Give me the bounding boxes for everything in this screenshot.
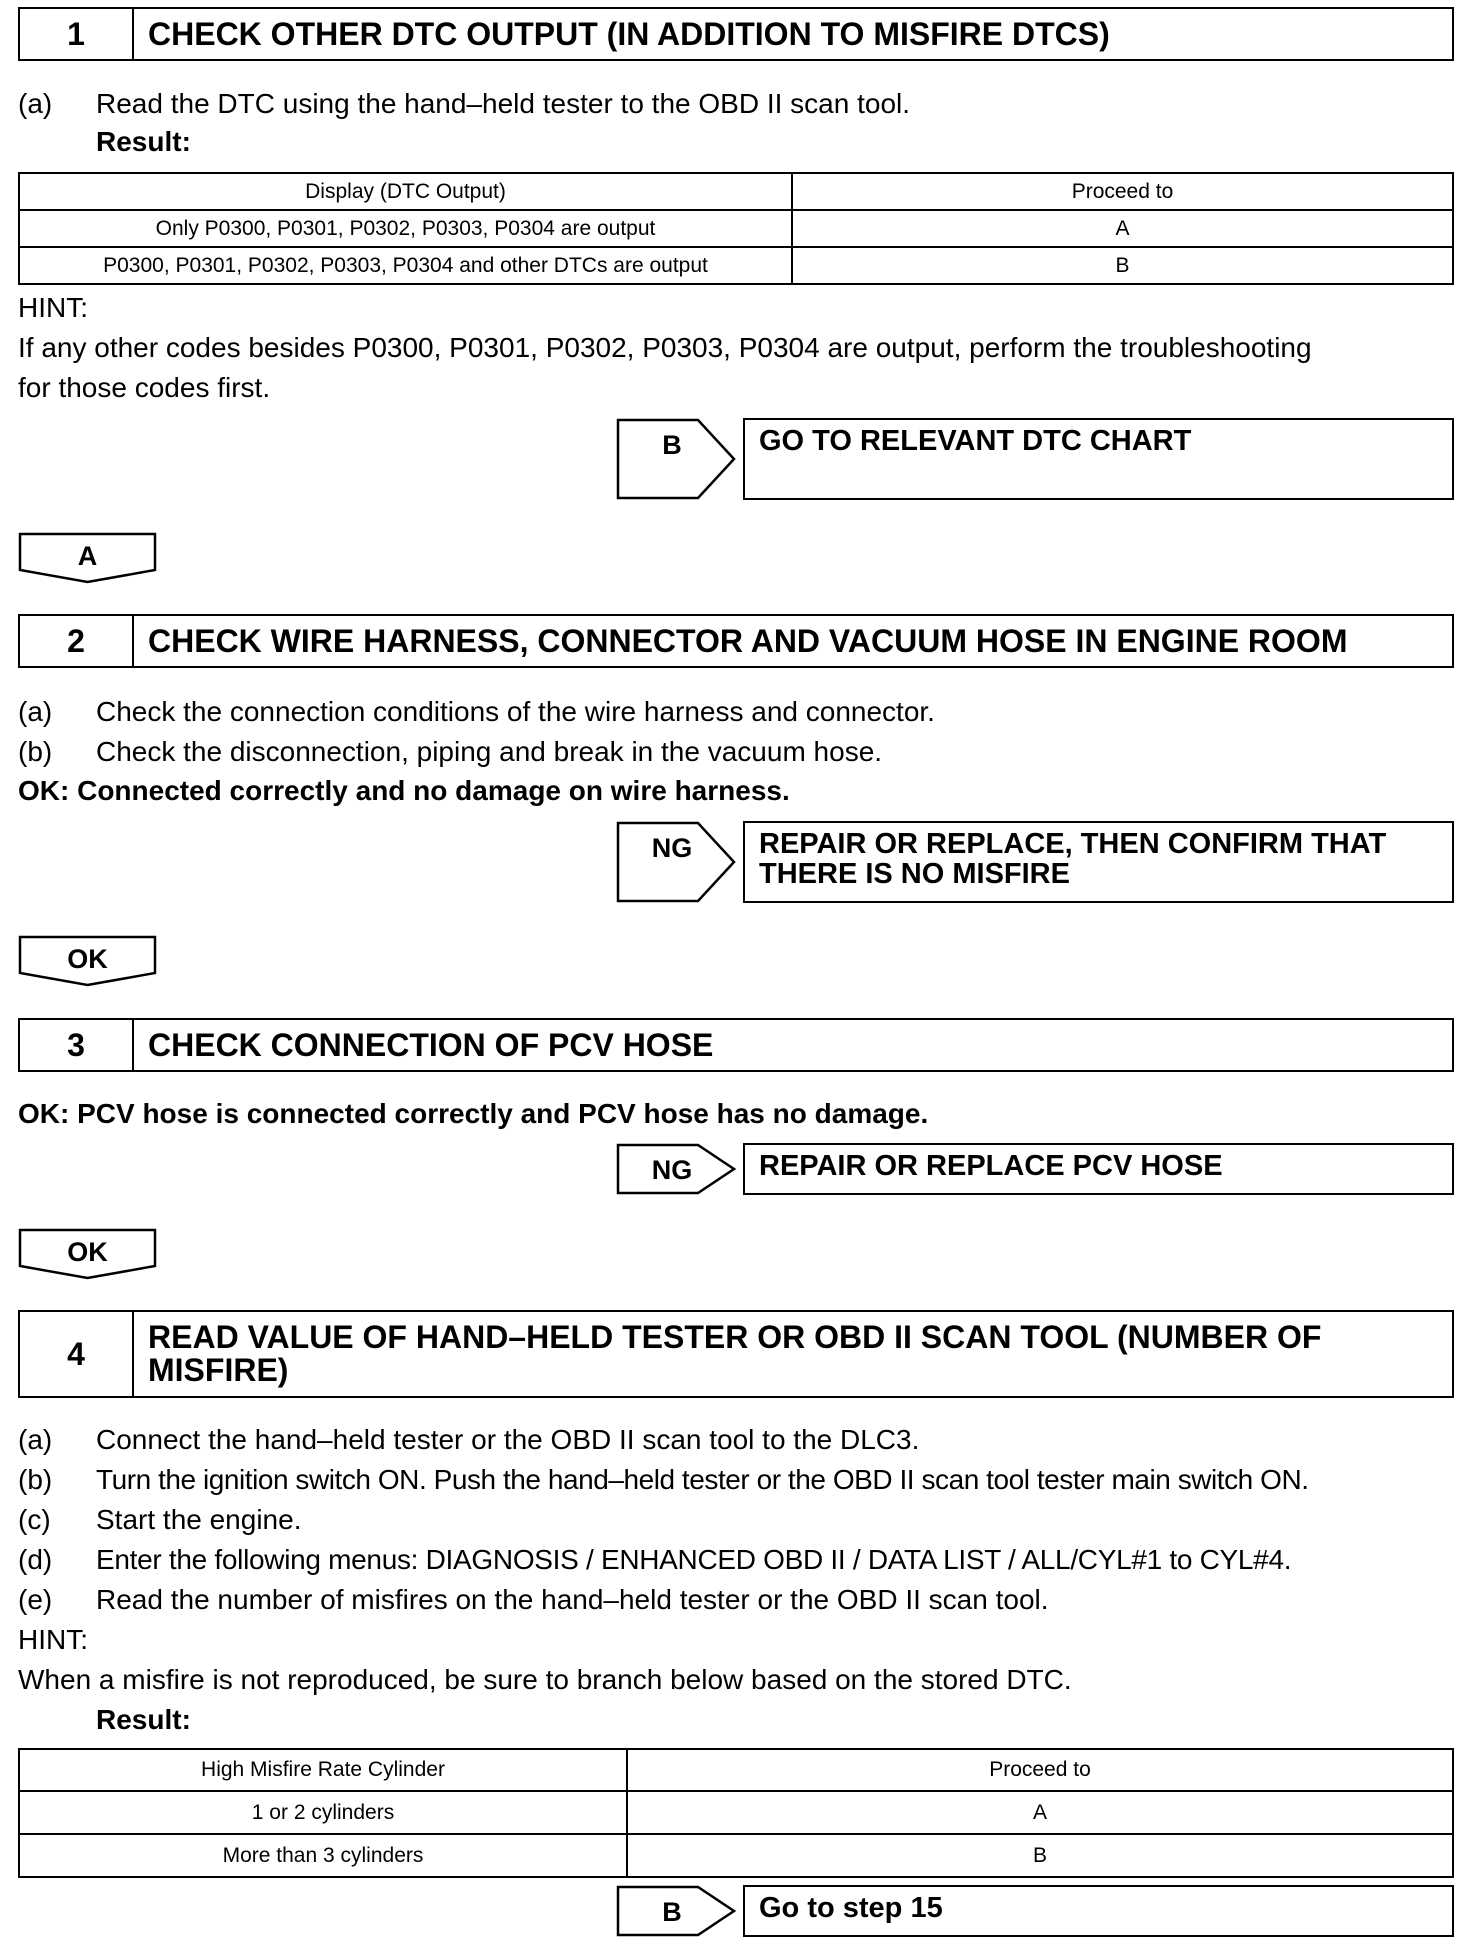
table-header: Proceed to: [792, 173, 1453, 210]
badge-label: NG: [651, 1155, 693, 1185]
table-cell: B: [627, 1834, 1453, 1877]
item-label: (c): [18, 1504, 51, 1535]
table-cell: A: [627, 1791, 1453, 1834]
continue-tab: [18, 1228, 158, 1285]
continue-tab: [18, 935, 158, 992]
step-title: CHECK CONNECTION OF PCV HOSE: [148, 1026, 714, 1063]
step-4-item-d: [18, 1542, 1291, 1578]
table-cell: B: [792, 247, 1453, 284]
branch-action: GO TO RELEVANT DTC CHART: [743, 418, 1454, 500]
item-label: (a): [18, 696, 53, 727]
action-line: REPAIR OR REPLACE, THEN CONFIRM THAT: [759, 828, 1387, 860]
item-label: (b): [18, 1464, 53, 1495]
step-4-header: [18, 1310, 1454, 1398]
item-text: Enter the following menus: DIAGNOSIS / ENHANCED OBD II / DATA LIST / ALL/CYL#1 to CYL#4.: [96, 1544, 1292, 1575]
hint-text: When a misfire is not reproduced, be sure to branch below based on the stored DTC.: [18, 1664, 1072, 1695]
step-4-item-b: [18, 1462, 1309, 1498]
item-text: Read the DTC using the hand–held tester to the OBD II scan tool.: [96, 88, 911, 119]
item-text: Turn the ignition switch ON. Push the hand–held tester or the OBD II scan tool tester main switch ON.: [96, 1464, 1309, 1495]
result-label: Result:: [96, 126, 191, 157]
table-row: [19, 1834, 1453, 1877]
step-number: 1: [20, 9, 134, 59]
item-label: (e): [18, 1584, 53, 1615]
step-2-header: [18, 614, 1454, 668]
item-label: (a): [18, 88, 53, 119]
hint-label: HINT:: [18, 292, 88, 323]
step-4-item-e: [18, 1582, 1049, 1618]
branch-badge: [616, 1143, 738, 1195]
continue-tab: [18, 532, 158, 589]
table-header: High Misfire Rate Cylinder: [19, 1749, 627, 1791]
step-4-item-a: [18, 1422, 919, 1458]
branch-action: REPAIR OR REPLACE PCV HOSE: [743, 1143, 1454, 1195]
badge-arrow-icon: [616, 1143, 738, 1195]
item-label: (d): [18, 1544, 53, 1575]
badge-label: B: [662, 1897, 682, 1927]
badge-arrow-icon: [616, 418, 738, 500]
step-1-header: [18, 7, 1454, 61]
down-arrow-icon: [18, 1228, 158, 1280]
title-line: MISFIRE): [148, 1352, 289, 1388]
step-1-result-table: [18, 172, 1454, 285]
title-line: READ VALUE OF HAND–HELD TESTER OR OBD II SCAN TOOL (NUMBER OF: [148, 1319, 1322, 1355]
step-4-result-table: [18, 1748, 1454, 1878]
branch-badge: [616, 1885, 738, 1937]
hint-text: If any other codes besides P0300, P0301, P0302, P0303, P0304 are output, perform the troubleshooting: [18, 332, 1312, 363]
step-title: CHECK OTHER DTC OUTPUT (IN ADDITION TO MISFIRE DTCS): [148, 15, 1110, 52]
badge-arrow-icon: [616, 821, 738, 903]
table-row: [19, 210, 1453, 247]
badge-arrow-icon: [616, 1885, 738, 1937]
table-cell: P0300, P0301, P0302, P0303, P0304 and other DTCs are output: [19, 247, 792, 284]
tab-label: OK: [67, 944, 108, 974]
ok-condition: OK: PCV hose is connected correctly and PCV hose has no damage.: [18, 1098, 929, 1129]
step-number: 3: [20, 1020, 134, 1070]
badge-label: B: [662, 430, 682, 460]
result-label: Result:: [96, 1704, 191, 1735]
tab-label: A: [77, 541, 98, 571]
item-text: Check the disconnection, piping and break in the vacuum hose.: [96, 736, 883, 767]
table-cell: 1 or 2 cylinders: [19, 1791, 627, 1834]
item-text: Start the engine.: [96, 1504, 302, 1535]
table-row: [19, 247, 1453, 284]
down-arrow-icon: [18, 935, 158, 987]
item-text: Check the connection conditions of the wire harness and connector.: [96, 696, 935, 727]
item-text: Read the number of misfires on the hand–held tester or the OBD II scan tool.: [96, 1584, 1049, 1615]
branch-action: Go to step 15: [743, 1885, 1454, 1937]
table-header: Display (DTC Output): [19, 173, 792, 210]
ok-condition: OK: Connected correctly and no damage on wire harness.: [18, 775, 790, 806]
badge-label: NG: [651, 833, 693, 863]
table-cell: More than 3 cylinders: [19, 1834, 627, 1877]
step-3-header: [18, 1018, 1454, 1072]
step-title: [134, 1312, 1452, 1396]
action-line: THERE IS NO MISFIRE: [759, 858, 1070, 890]
branch-badge: [616, 821, 738, 903]
step-1-item-a: [18, 86, 910, 122]
step-2-item-a: [18, 694, 935, 730]
down-arrow-icon: [18, 532, 158, 584]
hint-text: for those codes first.: [18, 372, 271, 403]
table-header: Proceed to: [627, 1749, 1453, 1791]
step-4-item-c: [18, 1502, 301, 1538]
table-row: [19, 1791, 1453, 1834]
item-label: (b): [18, 736, 53, 767]
table-cell: Only P0300, P0301, P0302, P0303, P0304 are output: [19, 210, 792, 247]
table-cell: A: [792, 210, 1453, 247]
branch-action: [743, 821, 1454, 903]
step-title: CHECK WIRE HARNESS, CONNECTOR AND VACUUM HOSE IN ENGINE ROOM: [148, 622, 1348, 659]
item-text: Connect the hand–held tester or the OBD II scan tool to the DLC3.: [96, 1424, 920, 1455]
step-number: 4: [20, 1312, 134, 1396]
step-number: 2: [20, 616, 134, 666]
step-2-item-b: [18, 734, 882, 770]
branch-badge: [616, 418, 738, 500]
tab-label: OK: [67, 1237, 108, 1267]
item-label: (a): [18, 1424, 53, 1455]
hint-label: HINT:: [18, 1624, 88, 1655]
